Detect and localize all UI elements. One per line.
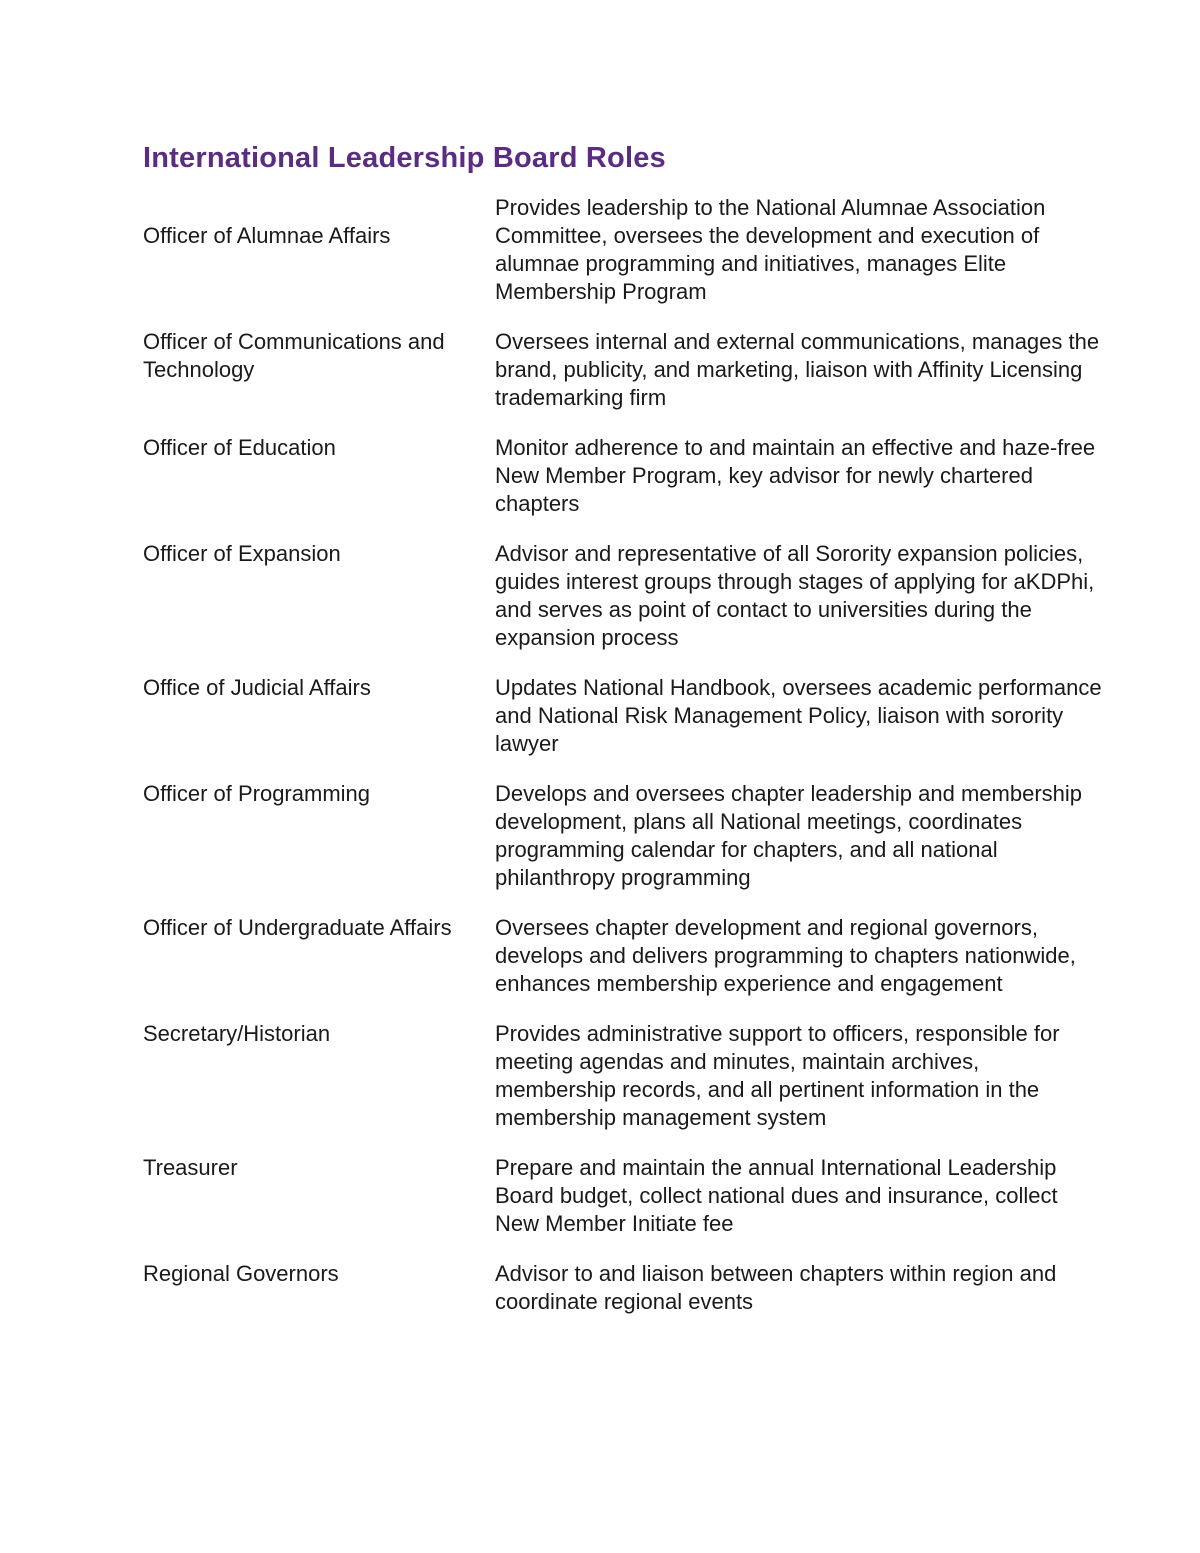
role-description: Advisor and representative of all Sorority expansion policies, guides interest groups through stages of applying for aKDPhi, and serves as point of contact to universities during the expansion process [495,541,1095,650]
role-description: Provides leadership to the National Alumnae Association Committee, oversees the development and execution of alumnae programming and initiatives, manages Elite Membership Program [495,195,1046,304]
page-title: International Leadership Board Roles [143,142,666,174]
role-row [143,540,1103,652]
role-row [143,780,1103,892]
role-row [143,1260,1103,1316]
role-description: Prepare and maintain the annual International Leadership Board budget, collect national dues and insurance, collect New Member Initiate fee [495,1155,1058,1236]
role-row [143,674,1103,758]
role-row [143,328,1103,412]
roles-table [143,194,1103,1316]
role-row [143,434,1103,518]
role-description: Advisor to and liaison between chapters within region and coordinate regional events [495,1261,1057,1314]
role-name: Office of Judicial Affairs [143,675,371,700]
document-page [143,138,1103,1338]
role-description: Provides administrative support to officers, responsible for meeting agendas and minutes, maintain archives, membership records, and all pertinent information in the membership management system [495,1021,1060,1130]
role-name: Officer of Communications and Technology [143,329,445,382]
role-description: Develops and oversees chapter leadership and membership development, plans all National meetings, coordinates programming calendar for chapters, and all national philanthropy programming [495,781,1083,890]
role-row [143,1154,1103,1238]
role-description: Monitor adherence to and maintain an effective and haze-free New Member Program, key advisor for newly chartered chapters [495,435,1096,516]
role-row [143,914,1103,998]
role-name: Officer of Alumnae Affairs [143,223,391,248]
role-row [143,1020,1103,1132]
role-name: Treasurer [143,1155,238,1180]
role-name: Officer of Programming [143,781,371,806]
role-description: Oversees chapter development and regional governors, develops and delivers programming to chapters nationwide, enhances membership experience and engagement [495,915,1076,996]
role-description: Updates National Handbook, oversees academic performance and National Risk Management Policy, liaison with sorority lawyer [495,675,1102,756]
role-row [143,194,1103,306]
role-name: Secretary/Historian [143,1021,331,1046]
role-name: Regional Governors [143,1261,339,1286]
role-name: Officer of Expansion [143,541,341,566]
role-name: Officer of Undergraduate Affairs [143,915,452,940]
role-description: Oversees internal and external communications, manages the brand, publicity, and marketing, liaison with Affinity Licensing trademarking firm [495,329,1100,410]
role-name: Officer of Education [143,435,336,460]
